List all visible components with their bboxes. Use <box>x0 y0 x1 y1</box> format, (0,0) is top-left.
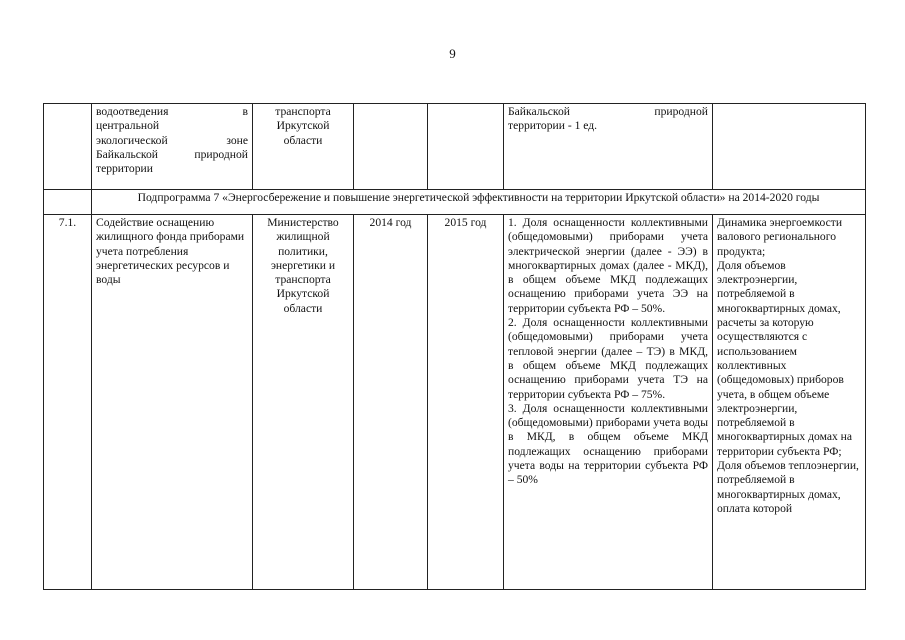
result-item: 3. Доля оснащенности коллективными (общедомовыми) приборами учета воды в МКД, в общем объеме МКД подлежащих оснащению приборами учета воды на территории субъекта РФ – 50% <box>508 401 708 487</box>
task-cell: Содействие оснащению жилищного фонда приборами учета потребления энергетических ресурсов и воды <box>92 215 253 590</box>
task-line: Байкальской природной <box>96 147 248 161</box>
indicator-item: Динамика энергоемкости валового регионального продукта; <box>717 216 843 258</box>
start-year-cell: 2014 год <box>354 215 428 590</box>
subprogram-row <box>44 190 866 215</box>
cell-result-continued <box>504 104 713 190</box>
cell-end-empty <box>428 104 504 190</box>
row-number: 7.1. <box>44 215 92 590</box>
task-line: центральной <box>96 119 160 133</box>
result-line: территории - 1 ед. <box>508 119 598 133</box>
cell-executor-continued: транспорта Иркутской области <box>253 104 354 190</box>
page-number: 9 <box>449 46 456 61</box>
cell-indicator-empty <box>713 104 866 190</box>
result-item: 1. Доля оснащенности коллективными (общедомовыми) приборами учета электрической энергии (далее - ЭЭ) в многоквартирных домах (далее - МКД), в общем объеме МКД подлежащих оснащению приборами учета ЭЭ на территории субъекта РФ – 50%. <box>508 216 708 315</box>
results-cell <box>504 215 713 590</box>
subprogram-title: Подпрограмма 7 «Энергосбережение и повышение энергетической эффективности на территории Иркутской области» на 2014-2020 годы <box>92 190 866 215</box>
indicator-item: Доля объемов теплоэнергии, потребляемой в многоквартирных домах, оплата которой <box>717 459 859 515</box>
result-item: 2. Доля оснащенности коллективными (общедомовыми) приборами учета тепловой энергии (далее – ТЭ) в МКД, в общем объеме МКД подлежащих оснащению приборами учета ТЭ на территории субъекта РФ – 75%. <box>508 316 708 401</box>
result-line: Байкальской природной <box>508 105 708 118</box>
cell-subprogram-number-empty <box>44 190 92 215</box>
program-table <box>43 103 866 590</box>
table-row-7-1 <box>44 215 866 590</box>
executor-cell: Министерство жилищной политики, энергетики и транспорта Иркутской области <box>253 215 354 590</box>
cell-number-empty <box>44 104 92 190</box>
task-line: территории <box>96 162 153 176</box>
table-row-continued <box>44 104 866 190</box>
indicator-item: Доля объемов электроэнергии, потребляемой в многоквартирных домах, расчеты за которую осуществляются с использованием коллективных (общедомовых) приборов учета, в общем объеме электроэнергии, потребляемой в многоквартирных домах на территории субъекта РФ; <box>717 258 853 458</box>
task-line: экологической зоне <box>96 133 248 147</box>
task-line: водоотведения в <box>96 105 248 118</box>
end-year-cell: 2015 год <box>428 215 504 590</box>
indicators-cell <box>713 215 866 590</box>
cell-start-empty <box>354 104 428 190</box>
cell-task-continued <box>92 104 253 190</box>
